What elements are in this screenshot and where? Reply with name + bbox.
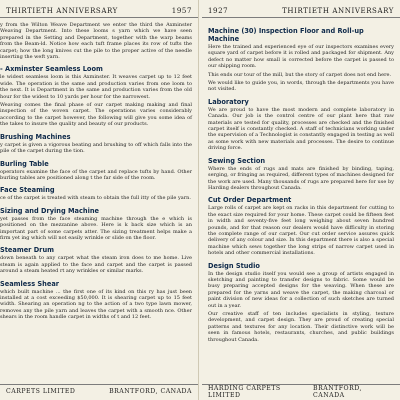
left-header-year: 1957 [171,6,192,15]
body-paragraph: down beneath to any carpet what the steam iron does to me home. Live steam is again applied to the face and carpet and the carpet is passed around a steam heated rt any wrinkles or similar marks. [0,255,192,275]
section-heading: Burling Table [0,159,49,168]
section-heading: Seamless Shear [0,279,60,288]
body-paragraph: We are proud to have the most modern and complete laboratory in Canada. Our job is the control centre of our plant here that raw materials are tested for quality, processes are checked and the finished carpet itself is constantly checked. A staff of technicians working under the supervision of a Technologist is constantly engaged in testing as well as some work with new materials and processes. The desire to continue driving force. [208,106,394,152]
right-page-header [202,4,400,18]
right-page-content [202,22,400,382]
body-paragraph: Our creative staff of ten includes specialists in styling, texture development, and carpet design. They are proud of creating special patterns and textures for any location. Their distinctive work will be seen in famous hotels, restaurants, churches, and public buildings throughout Canada. [208,311,394,343]
left-footer-company: CARPETS LIMITED [6,388,76,395]
left-page-header [0,4,198,18]
body-paragraph: y from the Wilton Weave Department we enter the third the Axminster Weaving Department. Into these looms s yarn which we have seen prepared in the Setting and Department, together with the warp beams from the Beam-ld. Notice how each tuft frame places its row of tufts the carpet; how the long knives cut the pile to the proper active of the needle inserting the weft yarn. [0,22,192,61]
section-heading: Sizing and Drying Machine [0,206,100,215]
section-heading: Brushing Machines [0,132,71,141]
right-header-title: THIRTIETH ANNIVERSARY [282,6,394,15]
body-paragraph: ce of the carpet is treated with steam to obtain the full itty of the pile yarn. [0,195,191,202]
section-heading: Cut Order Department [208,196,292,205]
body-paragraph: yet passes from the face steaming machine through the e which is positioned on the mezzanine above. Here is k back size which is an important part of some carpets atter. The sizing treatment helps make a firm yet ing which will not easily wrinkle or slide on the floor. [0,215,192,241]
body-paragraph: y carpet is given a vigorous beating and brushing to off which falls into the pile of the carpet during the tion. [0,141,192,155]
right-footer-company: HARDING CARPETS LIMITED [208,384,281,399]
body-paragraph: operators examine the face of the carpet and replace tufts by hand. Other burling tables are positioned along t the far side of the room. [0,168,192,181]
body-paragraph: In the design studio itself you would see a group of artists engaged in sketching and painting to transfer designs to fabric. Some would be busy preparing accepted designs for the weaving. When these are prepared for the yarns and weave the carpet, the making charcoal or paint division of new ideas for a collection of such sketches are turned out in a year. [208,270,394,309]
section-heading: - Axminster Seamless Loom [0,65,103,74]
left-page-content [0,22,198,382]
section-heading: Design Studio [208,261,260,270]
body-paragraph: This ends our tour of the mill, but the story of carpet does not end here. [208,71,392,78]
section-heading: Steamer Drum [0,246,55,255]
body-paragraph: Weaving comes the final phase of our carpet making making and final inspection of the woven carpet. The operations varies considerably according to the carpet however, the following will give you some idea of the takes to insure the quality and beauty of our products. [0,102,192,128]
section-heading: Sewing Section [208,156,266,165]
right-page [202,0,400,400]
left-header-title: THIRTIETH ANNIVERSARY [6,6,118,15]
left-page-footer [0,384,198,398]
section-heading: Face Steaming [0,186,55,195]
right-page-footer [202,384,400,398]
left-footer-location: BRANTFORD, CANADA [109,388,192,395]
left-page [0,0,199,400]
body-paragraph: Large rolls of carpet are kept on racks in this department for cutting to the exact size required for your home. These carpet could be fifteen feet in width and seventy-five feet long weighing about seven hundred pounds, and for that reason our dealers would have difficulty in storing the complete range of our carpet. Our cut order service assures quick delivery of any colour and size. In this department there is also a special machine which sews together the long strips of narrow carpet used in hotels and other commercial installations. [208,205,394,257]
body-paragraph: We would like to guide you, in words, through the departments you have not visited. [208,80,394,93]
section-heading: Machine (30) Inspection Floor and Roll-up Machine [208,27,364,43]
body-paragraph: which built machine ... the first one of its kind on this ry has just been installed at a cost exceeding $50,000. It is shearing carpet up to 15 feet width. Shearing an operation ng to the action of a two type lawn mower, removes any the pile yarn and leaves the carpet with a smooth nce. Other shears in the room handle carpet in widths of t and 12 feet. [0,288,192,321]
body-paragraph: le widest seamless loom is this Axminster. It weaves carpet up to 12 feet wide. The operation is the same and production varies from one loom to the next. It is Department in the same and production varies from the old hour for the widest to 10 yards per hour for the narrowest. [0,74,192,100]
right-footer-location: BRANTFORD, CANADA [313,384,362,399]
right-header-year: 1927 [208,6,229,15]
section-heading: Laboratory [208,97,249,106]
body-paragraph: Where the ends of rugs and mats are finished by binding, taping, serging, or fringing as required, different types of machines designed for the work are used. Many thousands of rugs are prepared here for use by Harding dealers throughout Canada. [208,165,394,191]
body-paragraph: Here the trained and experienced eye of our inspectors examines every square yard of carpet before it is rolled and packaged for shipment. Any defect no matter how small is corrected before the carpet is passed to our shipping room. [208,44,394,70]
